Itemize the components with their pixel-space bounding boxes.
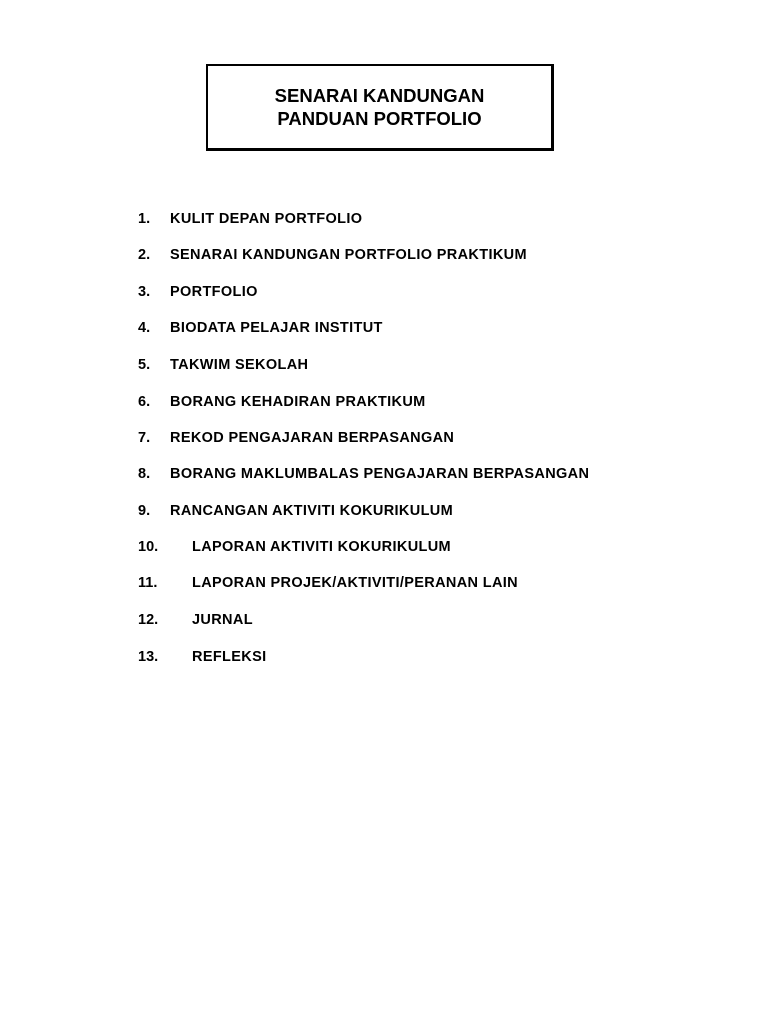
toc-item-text: KULIT DEPAN PORTFOLIO <box>170 211 363 227</box>
toc-item-number: 9. <box>138 503 151 519</box>
toc-item-text: BORANG MAKLUMBALAS PENGAJARAN BERPASANGAN <box>170 466 590 482</box>
toc-item <box>138 392 698 412</box>
toc-item-number: 2. <box>138 247 151 263</box>
toc-item-text: JURNAL <box>192 612 253 628</box>
toc-item <box>138 355 698 375</box>
toc-item <box>138 501 698 521</box>
toc-item-text: LAPORAN AKTIVITI KOKURIKULUM <box>192 539 451 555</box>
toc-item-number: 3. <box>138 284 151 300</box>
toc-item <box>138 573 698 593</box>
toc-item-text: RANCANGAN AKTIVITI KOKURIKULUM <box>170 503 454 519</box>
toc-item-text: REFLEKSI <box>192 649 267 665</box>
toc-item <box>138 245 698 265</box>
toc-item <box>138 537 698 557</box>
toc-item-number: 10. <box>138 539 159 555</box>
toc-item <box>138 428 698 448</box>
toc-item-number: 1. <box>138 211 151 227</box>
toc-item <box>138 464 698 484</box>
toc-item-number: 5. <box>138 357 151 373</box>
toc-item-number: 11. <box>138 575 158 591</box>
toc-item-number: 12. <box>138 612 159 628</box>
toc-item-number: 13. <box>138 649 159 665</box>
toc-item-text: BORANG KEHADIRAN PRAKTIKUM <box>170 394 426 410</box>
toc-item <box>138 610 698 630</box>
toc-item-text: TAKWIM SEKOLAH <box>170 357 309 373</box>
toc-item-number: 6. <box>138 394 151 410</box>
toc-item <box>138 209 698 229</box>
toc-item-text: SENARAI KANDUNGAN PORTFOLIO PRAKTIKUM <box>170 247 527 263</box>
document-title-line-2: PANDUAN PORTFOLIO <box>277 108 482 129</box>
document-title-line-1: SENARAI KANDUNGAN <box>274 85 485 106</box>
toc-item <box>138 282 698 302</box>
toc-item <box>138 647 698 667</box>
toc-item-text: PORTFOLIO <box>170 284 258 300</box>
toc-item-text: BIODATA PELAJAR INSTITUT <box>170 320 383 336</box>
toc-item-number: 8. <box>138 466 151 482</box>
toc-item-text: REKOD PENGAJARAN BERPASANGAN <box>170 430 455 446</box>
toc-item-number: 4. <box>138 320 151 336</box>
toc-item-number: 7. <box>138 430 151 446</box>
toc-item <box>138 318 698 338</box>
toc-item-text: LAPORAN PROJEK/AKTIVITI/PERANAN LAIN <box>192 575 518 591</box>
